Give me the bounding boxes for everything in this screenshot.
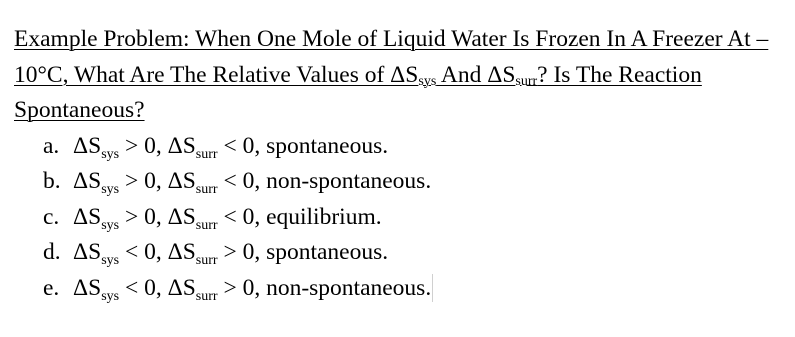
answer-option-a[interactable] [14,129,786,165]
answer-option-d[interactable] [14,235,786,271]
question-text-part: And ΔS [436,61,516,88]
option-letter: b. [43,168,61,194]
text-cursor [432,274,433,302]
answer-option-e[interactable] [14,271,786,307]
subscript-surr: surr [515,73,538,89]
question-text-part: ? Is The Reaction Spontaneous? [14,61,702,123]
option-letter: a. [43,132,60,159]
answer-options [14,129,786,307]
answer-option-c[interactable] [14,200,786,236]
question-title [14,22,786,129]
option-letter: e. [43,274,60,301]
option-text: $\Delta S_{sys} > 0$, $\Delta S_{surr} < 0$, non-spontaneous. [73,168,432,197]
option-text: $\Delta S_{sys} > 0$, $\Delta S_{surr} < 0$, equilibrium. [73,203,382,233]
document-body [14,22,786,306]
option-letter: c. [43,203,60,230]
option-text: $\Delta S_{sys} < 0$, $\Delta S_{surr} > 0$, spontaneous. [73,239,389,268]
option-text: $\Delta S_{sys} < 0$, $\Delta S_{surr} > 0$, non-spontaneous. [73,274,432,304]
subscript-sys: sys [418,73,437,89]
answer-option-b[interactable] [14,164,786,200]
option-text: $\Delta S_{sys} > 0$, $\Delta S_{surr} < 0$, spontaneous. [73,132,389,162]
option-letter: d. [43,239,61,265]
question-text-part: Example Problem: When One Mole of Liquid Water Is Frozen In A Freezer At –10°C, What Are The Relative Values of ΔS [14,26,769,88]
